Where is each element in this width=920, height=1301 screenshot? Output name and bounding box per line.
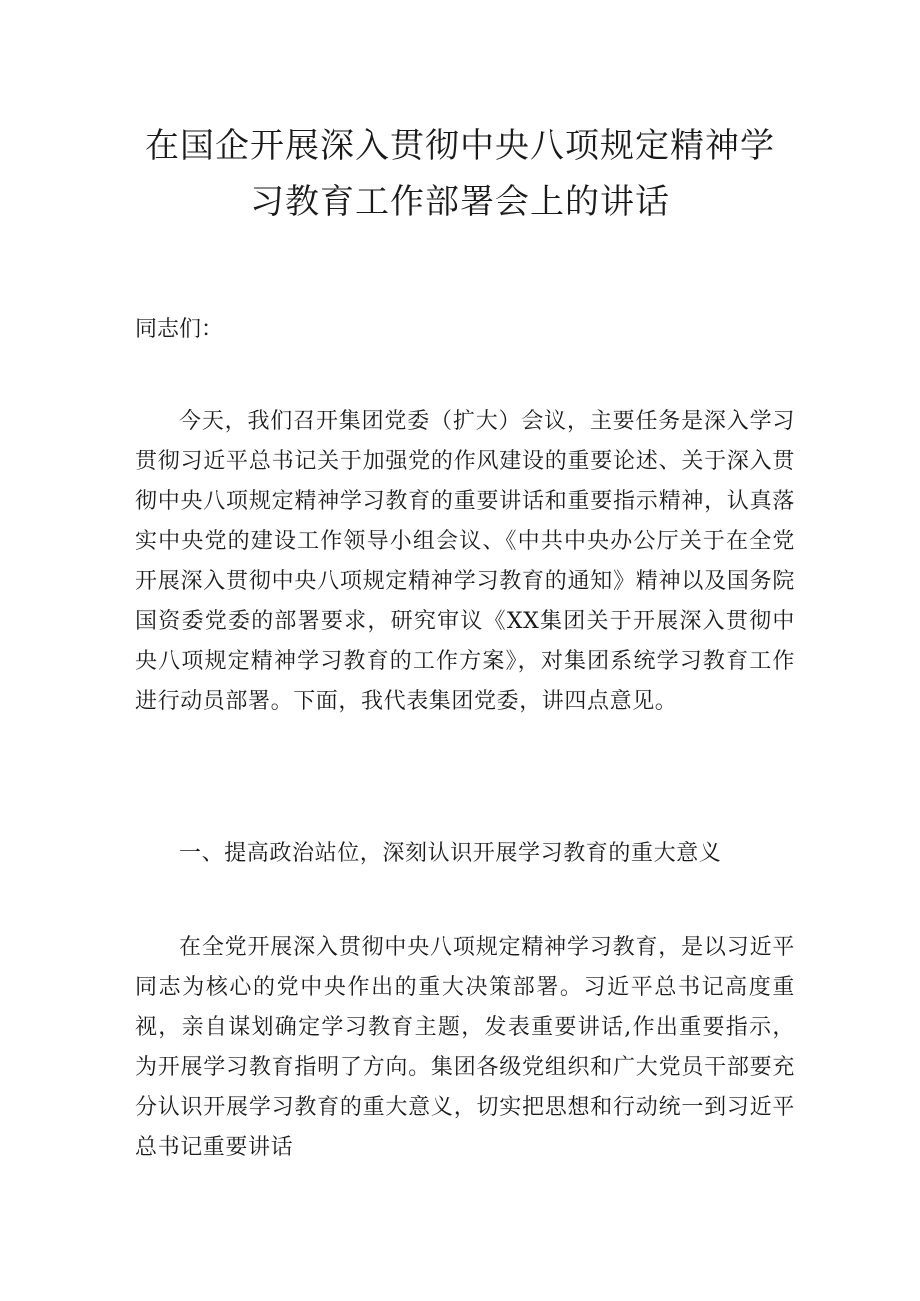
- document-title: [100, 118, 820, 230]
- intro-paragraph: 今天，我们召开集团党委（扩大）会议，主要任务是深入学习贯彻习近平总书记关于加强党的作风建设的重要论述、关于深入贯彻中央八项规定精神学习教育的重要讲话和重要指示精神，认真落实中央党的建设工作领导小组会议、《中共中央办公厅关于在全党开展深入贯彻中央八项规定精神学习教育的通知》精神以及国务院国资委党委的部署要求，研究审议《XX集团关于开展深入贯彻中央八项规定精神学习教育的工作方案》，对集团系统学习教育工作进行动员部署。下面，我代表集团党委，讲四点意见。: [135, 409, 795, 714]
- title-line-2: 习教育工作部署会上的讲话: [250, 182, 670, 222]
- section-heading-1: 一、提高政治站位，深刻认识开展学习教育的重大意义: [179, 841, 722, 866]
- section-1-paragraph: 在全党开展深入贯彻中央八项规定精神学习教育，是以习近平同志为核心的党中央作出的重大决策部署。习近平总书记高度重视，亲自谋划确定学习教育主题，发表重要讲话,作出重要指示，为开展学习教育指明了方向。集团各级党组织和广大党员干部要充分认识开展学习教育的重大意义，切实把思想和行动统一到习近平总书记重要讲话: [135, 935, 795, 1160]
- salutation: 同志们：: [135, 317, 224, 342]
- title-line-1: 在国企开展深入贯彻中央八项规定精神学: [145, 126, 775, 166]
